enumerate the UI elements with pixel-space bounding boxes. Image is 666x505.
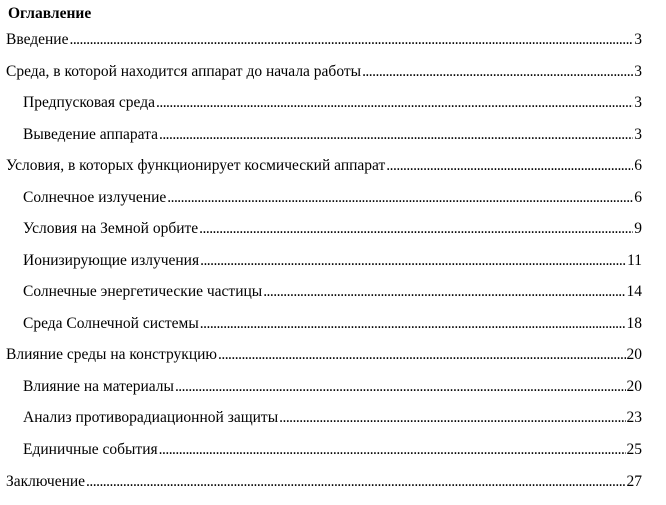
toc-entry-page: 20	[626, 378, 642, 395]
toc-entry-solar-system-environment[interactable]	[23, 314, 642, 334]
toc-entry-label: Ионизирующие излучения	[23, 252, 200, 269]
toc-entry-launch[interactable]	[23, 125, 642, 145]
toc-entry-label: Солнечное излучение	[23, 189, 167, 206]
dot-leader	[159, 125, 633, 145]
toc-entry-label: Заключение	[6, 473, 86, 490]
toc-title: Оглавление	[8, 5, 92, 22]
dot-leader	[175, 377, 626, 397]
toc-entry-single-events[interactable]	[23, 440, 642, 460]
toc-entry-label: Среда, в которой находится аппарат до начала работы	[6, 63, 362, 80]
toc-entry-page: 6	[634, 157, 642, 174]
toc-entry-label: Условия, в которых функционирует космический аппарат	[6, 157, 386, 174]
toc-entry-label: Выведение аппарата	[23, 126, 158, 143]
toc-entry-introduction[interactable]	[6, 30, 642, 50]
toc-entry-effects-on-materials[interactable]	[23, 377, 642, 397]
toc-entry-page: 9	[634, 220, 642, 237]
toc-entry-page: 3	[634, 31, 642, 48]
dot-leader	[159, 440, 626, 460]
dot-leader	[362, 62, 633, 82]
dot-leader	[199, 219, 633, 239]
toc-entry-page: 11	[627, 252, 642, 269]
dot-leader	[218, 345, 626, 365]
toc-entry-solar-radiation[interactable]	[23, 188, 642, 208]
dot-leader	[386, 156, 633, 176]
toc-entry-page: 14	[626, 283, 642, 300]
toc-entry-radiation-shielding-analysis[interactable]	[23, 408, 642, 428]
toc-entry-label: Анализ противорадиационной защиты	[23, 409, 279, 426]
toc-entry-label: Условия на Земной орбите	[23, 220, 199, 237]
toc-entry-prelaunch-environment[interactable]	[23, 93, 642, 113]
toc-entry-label: Среда Солнечной системы	[23, 315, 199, 332]
toc-entry-earth-orbit-conditions[interactable]	[23, 219, 642, 239]
toc-entry-page: 3	[634, 94, 642, 111]
dot-leader	[86, 472, 625, 492]
toc-entry-label: Предпусковая среда	[23, 94, 155, 111]
toc-entry-page: 3	[634, 126, 642, 143]
toc-entry-page: 3	[634, 63, 642, 80]
dot-leader	[200, 314, 626, 334]
dot-leader	[156, 93, 633, 113]
toc-entry-label: Введение	[6, 31, 69, 48]
dot-leader	[200, 251, 626, 271]
toc-entry-pre-operation-environment[interactable]	[6, 62, 642, 82]
toc-entry-page: 27	[626, 473, 642, 490]
dot-leader	[279, 408, 625, 428]
toc-entry-label: Влияние среды на конструкцию	[6, 346, 217, 363]
dot-leader	[167, 188, 633, 208]
toc-entry-operating-conditions[interactable]	[6, 156, 642, 176]
toc-entry-page: 25	[626, 441, 642, 458]
toc-entry-page: 20	[626, 346, 642, 363]
toc-entry-solar-energetic-particles[interactable]	[23, 282, 642, 302]
toc-entry-conclusion[interactable]	[6, 472, 642, 492]
toc-entry-ionizing-radiation[interactable]	[23, 251, 642, 271]
toc-entry-environment-effects-on-design[interactable]	[6, 345, 642, 365]
toc-entry-page: 6	[634, 189, 642, 206]
toc-entry-label: Влияние на материалы	[23, 378, 174, 395]
toc-entry-page: 23	[626, 409, 642, 426]
toc-entry-label: Солнечные энергетические частицы	[23, 283, 263, 300]
toc-entry-label: Единичные события	[23, 441, 158, 458]
dot-leader	[69, 30, 633, 50]
toc-entry-page: 18	[626, 315, 642, 332]
dot-leader	[263, 282, 625, 302]
